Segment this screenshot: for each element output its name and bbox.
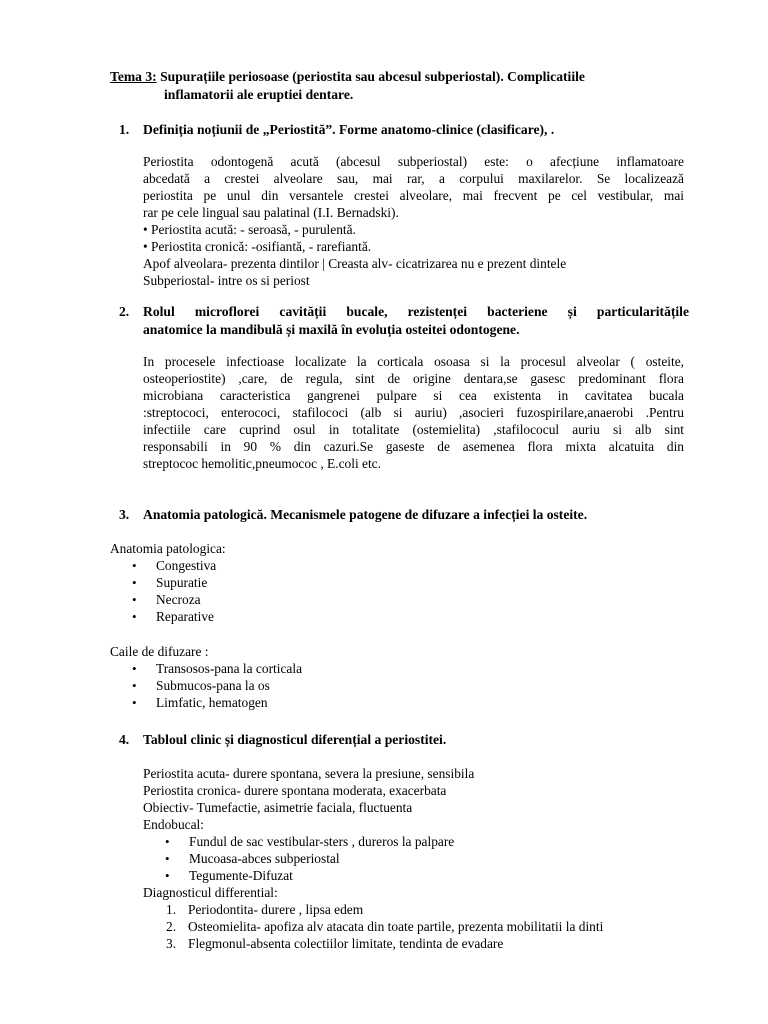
list-item: • Reparative [110,608,670,625]
title-label: Tema 3: [110,69,157,84]
section1-paragraph [143,153,684,289]
endobucal-list [143,833,703,884]
diagnostic-label: Diagnosticul differential: [143,885,278,900]
section3-anatomy [110,540,670,625]
list-item: • Mucoasa-abces subperiostal [143,850,703,867]
list-item: • Necroza [110,591,670,608]
section2-para-line: In procesele infectioase localizate la corticala osoasa si la procesul alveolar ( osteite, [143,354,684,369]
section2-para-line: streptococ hemolitic,pneumococ , E.coli etc. [143,456,381,471]
section4-heading [119,731,689,749]
section4-body [143,765,703,952]
list-item: • Fundul de sac vestibular-sters , dureros la palpare [143,833,703,850]
diagnostic-list [143,901,703,952]
anatomy-list [110,557,670,625]
section2-heading-line2: anatomice la mandibulă și maxilă în evoluția osteitei odontogene. [143,322,520,337]
diffusion-list [110,660,670,711]
section4-number: 4. [119,732,130,747]
section2-number: 2. [119,304,130,319]
diffusion-label: Caile de difuzare : [110,644,209,659]
section1-number: 1. [119,122,130,137]
section1-para-line: abcedată a crestei alveolare sau, mai rar, a corpului maxilarelor. Se localizează [143,171,684,186]
section4-line-objective: Obiectiv- Tumefactie, asimetrie faciala, fluctuenta [143,800,413,815]
section4-line-acute: Periostita acuta- durere spontana, severa la presiune, sensibila [143,766,475,781]
list-item: 3. Flegmonul-absenta colectiilor limitate, tendinta de evadare [166,936,504,951]
title-text-line2: inflamatorii ale eruptiei dentare. [164,87,354,102]
section2-para-line: infectiile care cuprind osul in totalitate (ostemielita) ,stafilococul auriu si alb sint [143,422,684,437]
section1-bullet-chronic: • Periostita cronică: -osifiantă, - rarefiantă. [143,239,372,254]
list-item: • Transosos-pana la corticala [110,660,670,677]
list-item: • Limfatic, hematogen [110,694,670,711]
section2-heading [119,303,689,339]
section1-bullet-acute: • Periostita acută: - seroasă, - purulentă. [143,222,356,237]
section3-heading [119,506,689,524]
section1-note-subperiostal: Subperiostal- intre os si periost [143,273,310,288]
section3-diffusion [110,643,670,711]
section4-heading-text: Tabloul clinic și diagnosticul diferențial a periostitei. [143,732,447,747]
section3-heading-text: Anatomia patologică. Mecanismele patogene de difuzare a infecției la osteite. [143,507,588,522]
section1-note-apof: Apof alveolara- prezenta dintilor | Creasta alv- cicatrizarea nu e prezent dintele [143,256,567,271]
anatomy-label: Anatomia patologica: [110,541,226,556]
list-item: • Supuratie [110,574,670,591]
section3-number: 3. [119,507,130,522]
section2-para-line: :streptococi, enterococi, stafilococi (alb si auriu) ,asocieri fuzospirilare,anaerobi .Pentru [143,405,684,420]
section1-para-line: rar pe cele lingual sau palatinal (I.I. Bernadski). [143,205,399,220]
section1-para-line: periostita pe unul din versantele crestei alveolare, mai frecvent pe cel vestibular, mai [143,188,684,203]
section2-para-line: osteoperiostite) ,care, de regula, sint de origine dentara,se gasesc predominant flora [143,371,684,386]
section4-line-chronic: Periostita cronica- durere spontana moderata, exacerbata [143,783,447,798]
section1-heading [119,121,689,139]
endobucal-label: Endobucal: [143,817,204,832]
list-item: 2. Osteomielita- apofiza alv atacata din toate partile, prezenta mobilitatii la dinti [166,919,604,934]
section2-para-line: microbiana caracteristica gangrenei pulpare si cea existenta in cavitatea bucala [143,388,684,403]
list-item: • Tegumente-Difuzat [143,867,703,884]
list-item: • Congestiva [110,557,670,574]
list-item: 1. Periodontita- durere , lipsa edem [166,902,364,917]
document-title [110,68,680,104]
title-text-line1: Supurațiile periosoase (periostita sau abcesul subperiostal). Complicatiile [156,69,585,84]
section2-para-line: responsabili in 90 % din cazuri.Se gaseste de asemenea flora mixta alcatuita din [143,439,684,454]
list-item: • Submucos-pana la os [110,677,670,694]
section2-heading-line1: Rolul microflorei cavității bucale, rezistenței bacteriene și particularitățile [143,304,689,319]
section1-heading-text: Definiția noțiunii de „Periostită”. Forme anatomo-clinice (clasificare), . [143,122,555,137]
section1-para-line: Periostita odontogenă acută (abcesul subperiostal) este: o afecțiune inflamatoare [143,154,684,169]
section2-paragraph [143,353,684,472]
